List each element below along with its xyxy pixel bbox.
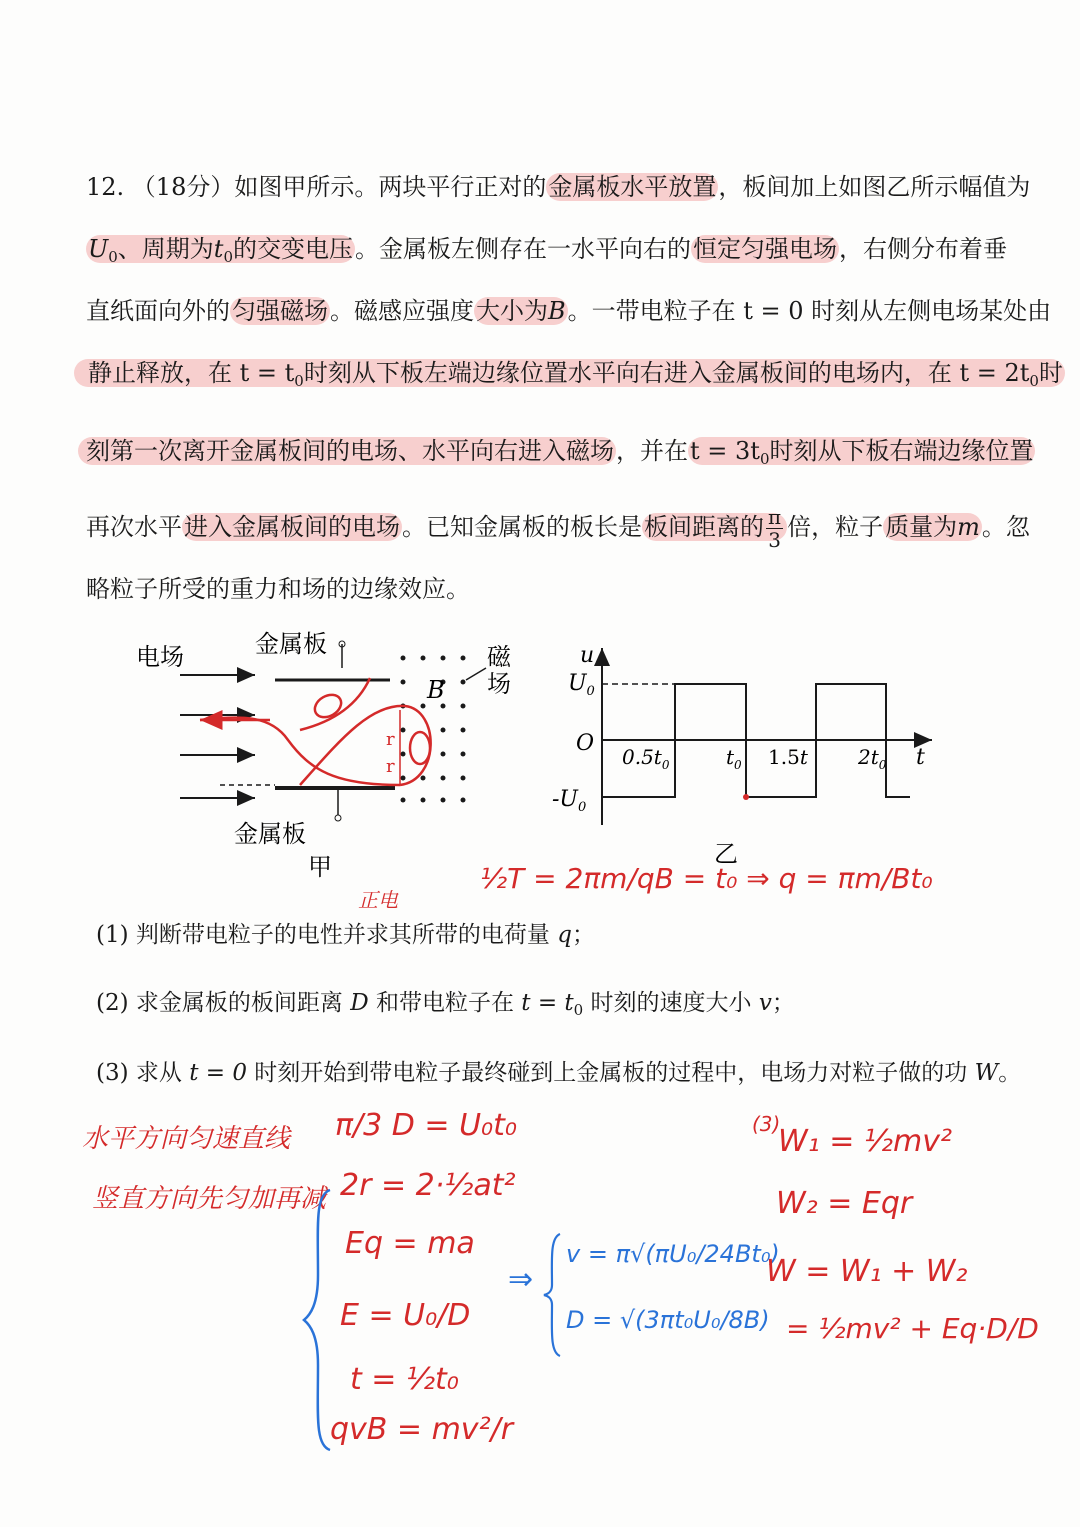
label-u: u [580,643,595,668]
figure-jia [120,620,540,890]
text: 和带电粒子在 [375,990,514,1016]
dot [401,680,406,685]
tick-t0-sub: 0 [734,758,742,772]
problem-line-3 [86,294,1051,328]
label-plate-top: 金属板 [255,630,327,658]
blue-result-brace [540,1230,564,1360]
text: 。忽 [981,513,1030,541]
text: 板间距离的 [644,513,764,541]
hw-w-final: = ½mv² + Eq·D/D [786,1312,1039,1345]
label-mag-2: 场 [487,670,511,698]
label-U0-sub: 0 [586,684,595,699]
hw-result-v: v = π√(πU₀/24Bt₀) [566,1240,780,1268]
dot [461,752,466,757]
problem-line-1 [86,170,1030,204]
terminal-bottom-dot [335,815,341,821]
hw-result-arrow: ⇒ [508,1262,534,1297]
problem-line-2 [86,232,1007,274]
text: (3) 求从 [96,1060,182,1086]
caption-yi: 乙 [714,840,738,868]
label-O: O [576,731,595,756]
text: t = 3t [690,437,760,465]
label-r1: r [386,729,395,750]
highlight [688,437,1035,468]
dot [461,656,466,661]
tick-1.5t0-main: 1.5 [768,745,800,769]
hw-period-eq: ½T = 2πm/qB = t₀ ⇒ q = πm/Bt₀ [480,862,933,895]
text: ； [771,990,795,1016]
problem-line-4 [74,356,1065,398]
sub: 0 [223,248,233,266]
text: 。金属板左侧存在一水平向右的 [354,235,691,263]
hw-part3-label: (3) [752,1112,781,1136]
var-B: B [548,297,566,325]
dot [441,704,446,709]
trajectory-loop [311,690,345,721]
hw-w1: W₁ = ½mv² [778,1124,952,1159]
text: ，板间加上如图乙所示幅值为 [718,173,1031,201]
label-U0 [568,671,595,699]
label-U0-main: U [568,671,587,696]
highlight [642,505,787,552]
label-B: B [427,676,445,704]
trajectory-path-1 [200,718,400,785]
var-t: t [213,235,224,263]
text: 再次水平 [86,513,182,541]
hw-left-note-2: 竖直方向先匀加再减 [92,1184,327,1214]
label-r2: r [386,756,395,777]
dot [441,776,446,781]
dot [441,728,446,733]
text: 。磁感应强度 [330,297,474,325]
text: 下板左端边缘 [375,359,520,387]
tick-0.5t0-main: 0.5t [622,745,662,769]
dot [421,798,426,803]
text: 倍，粒子 [787,513,884,541]
figure-yi [540,640,940,870]
tick-1.5t0 [768,745,809,769]
tick-t0-main: t [726,745,735,769]
text: 12. （18分）如图甲所示。两块平行正对的 [86,173,547,201]
label-negU0-main: -U [552,787,578,812]
hw-eq2: 2r = 2·½at² [340,1168,516,1203]
text: 时刻的速度大小 [590,990,752,1016]
result-brace-path [544,1234,560,1356]
frac-den: 3 [768,528,781,552]
label-negU0-sub: 0 [577,800,587,815]
dot [421,704,426,709]
dot [401,752,406,757]
hw-left-note-1: 水平方向匀速直线 [82,1124,291,1154]
var-D: D [350,990,369,1016]
highlight [474,297,568,325]
var-U: U [88,235,109,263]
var-m: m [957,513,980,541]
sub: 0 [108,248,118,266]
hw-eq5: t = ½t₀ [350,1362,459,1397]
text: 直纸面向外的 [86,297,230,325]
text: 静止释放，在 t = t [88,359,295,387]
question-1 [96,916,595,949]
text: 。 [998,1060,1022,1086]
label-field: 电场 [136,643,184,671]
dot [401,728,406,733]
label-plate-bottom: 金属板 [234,820,306,848]
question-2 [96,984,795,1019]
frac-num: π [768,505,782,529]
text: ； [571,922,595,948]
dot [401,656,406,661]
hw-eq1: π/3 D = U₀t₀ [335,1108,517,1143]
dot [461,776,466,781]
hw-eq4: E = U₀/D [340,1298,471,1333]
sub: 0 [294,372,304,390]
label-negU0 [552,787,586,815]
highlight [883,513,982,541]
text: 位置水平向右进入金属板间的电场内， [519,359,928,387]
var-v: v [758,990,772,1016]
text: 时刻开始到带电粒子最终碰到上金属板的过程中，电场力对粒子做的功 [254,1060,968,1086]
sub: 0 [759,450,770,468]
text: 质量为 [885,513,958,541]
var-W: W [974,1060,999,1086]
dot [461,680,466,685]
label-t: t [916,745,925,770]
var-t: t = t [521,990,574,1016]
dot [441,656,446,661]
brace-path [304,1190,330,1450]
highlight: 匀强磁场 [232,297,328,325]
highlight: 进入金属板间的电场 [184,513,400,541]
radius-mark [410,732,430,764]
caption-jia: 甲 [308,853,332,881]
text: 。已知金属板的板长是 [402,513,642,541]
text: 。一带电粒子在 t = 0 时刻从左侧电场某处由 [567,297,1052,325]
tick-t0 [726,745,742,772]
problem-line-5 [78,434,1035,476]
tick-1.5t0-hw: t [799,745,808,769]
tick-0.5t0 [622,745,670,772]
dot [461,704,466,709]
highlight: 刻第一次离开金属板间的电场、水平向右进入磁场 [78,437,616,465]
text: 、周期为 [117,235,214,263]
text: 在 t = 2t [927,359,1030,387]
problem-line-6 [86,506,1030,551]
hw-w2: W₂ = Eqr [776,1186,913,1221]
highlight: 恒定匀强电场 [692,235,837,263]
red-dot [743,794,749,800]
hw-result-D: D = √(3πt₀U₀/8B) [566,1306,770,1334]
text: 时刻从下板右端边缘位置 [769,437,1034,465]
dot [401,798,406,803]
hw-w-sum: W = W₁ + W₂ [766,1254,968,1289]
dot [461,798,466,803]
text: 时 [1038,359,1063,387]
sub: 0 [1029,372,1039,390]
var-q: q [557,922,572,948]
dot [441,752,446,757]
text: 大小为 [476,297,548,325]
tick-0.5t0-sub: 0 [661,758,670,772]
hw-eq3: Eq = ma [345,1226,475,1261]
text: 的交变电压 [232,235,353,263]
problem-line-7: 略粒子所受的重力和场的边缘效应。 [86,575,470,603]
hw-eq6: qvB = mv²/r [330,1412,514,1447]
dot [421,776,426,781]
text: ，并在 [616,437,688,465]
label-mag-1: 磁 [487,643,511,671]
highlight [74,359,1065,390]
dot [441,798,446,803]
trajectory [200,678,431,785]
text: (1) 判断带电粒子的电性并求其所带的电荷量 [96,922,550,948]
dot [421,656,426,661]
var-t0: t = 0 [189,1060,247,1086]
highlight [86,235,355,266]
highlight: 金属板水平放置 [548,173,717,201]
text: 时刻从 [303,359,376,387]
text: ，右侧分布着垂 [838,235,1007,263]
tick-2t0 [857,745,887,772]
question-3 [96,1054,1021,1087]
tick-2t0-sub: 0 [878,758,887,772]
hw-charge-note: 正电 [358,888,398,912]
text: (2) 求金属板的板间距离 [96,990,343,1016]
sub: 0 [573,1001,584,1019]
fraction-pi-over-3 [766,506,783,551]
tick-2t0-main: 2t [858,745,879,769]
dot [461,728,466,733]
dot [401,776,406,781]
mag-label-leader [466,668,486,680]
